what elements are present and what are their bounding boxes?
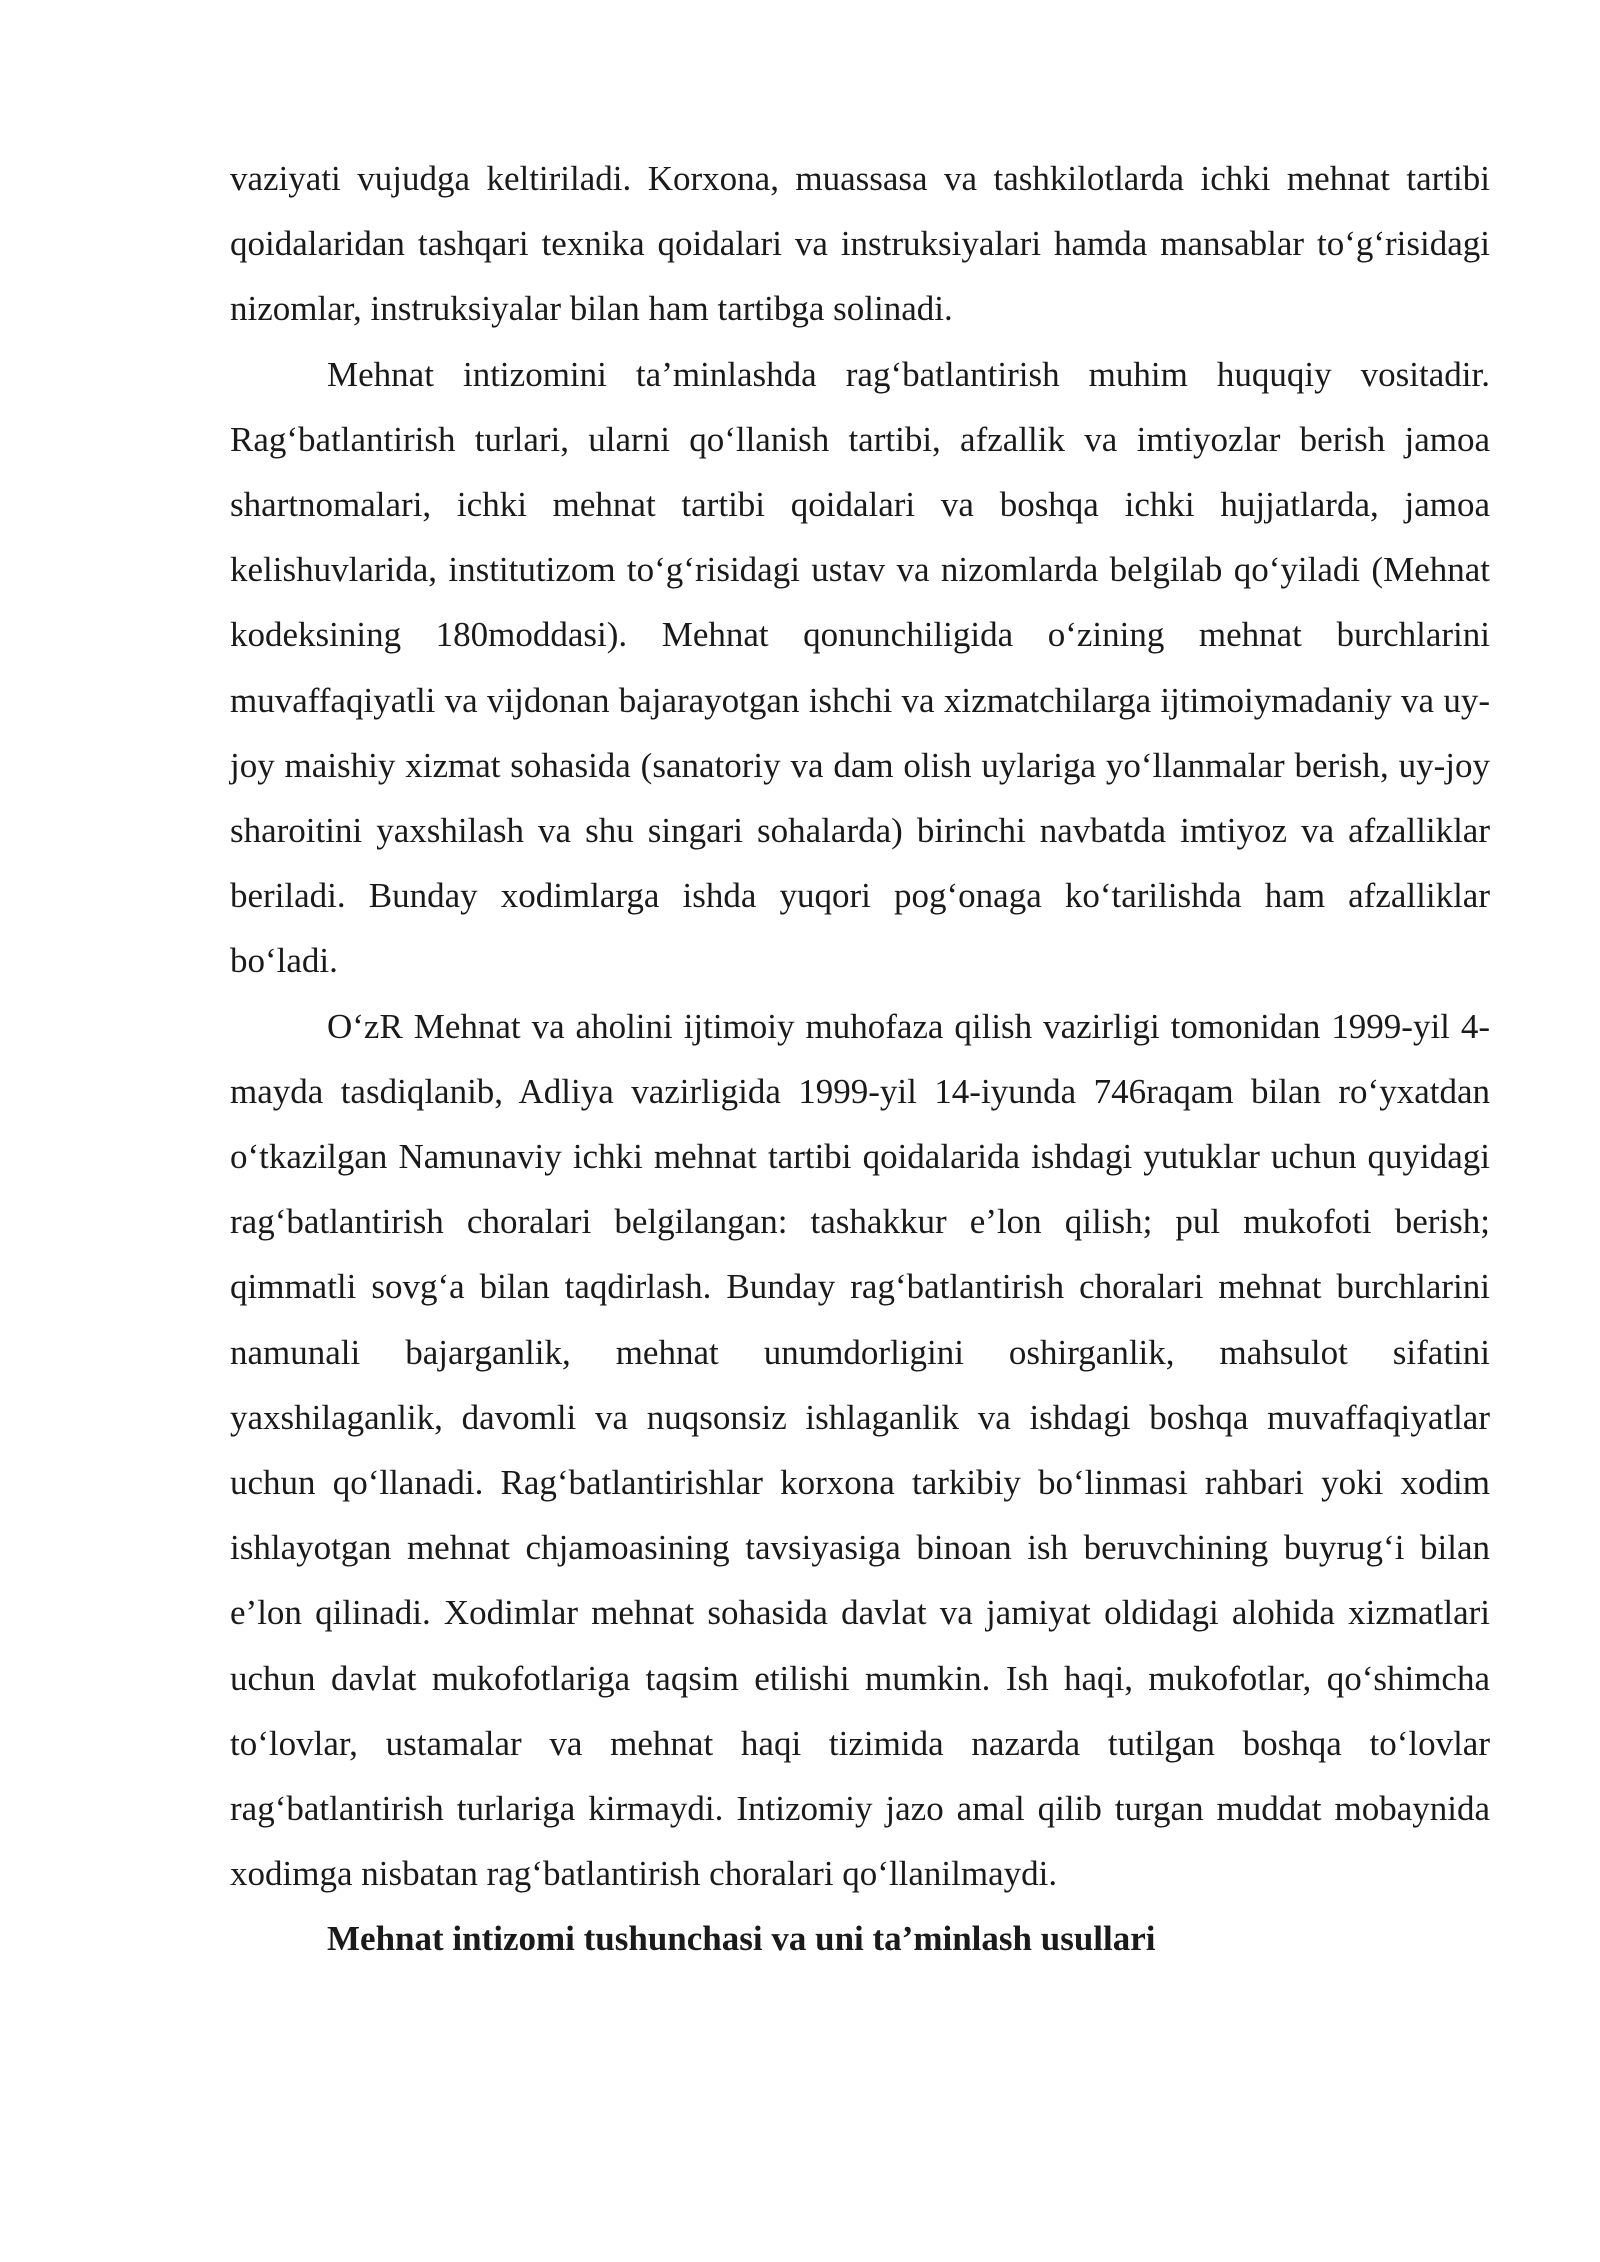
paragraph-incentives: Mehnat intizomini ta’minlashda rag‘batlantirish muhim huquqiy vositadir. Rag‘batlantirish turlari, ularni qo‘llanish tartibi, afzallik va imtiyozlar berish jamoa shartnomalari, ichki mehnat tartibi qoidalari va boshqa ichki hujjatlarda, jamoa kelishuvlarida, institutizom to‘g‘risidagi ustav va nizomlarda belgilab qo‘yiladi (Mehnat kodeksining 180moddasi). Mehnat qonunchiligida o‘zining mehnat burchlarini muvaffaqiyatli va vijdonan bajarayotgan ishchi va xizmatchilarga ijtimoiymadaniy va uy-joy maishiy xizmat sohasida (sanatoriy va dam olish uylariga yo‘llanmalar berish, uy-joy sharoitini yaxshilash va shu singari sohalarda) birinchi navbatda imtiyoz va afzalliklar beriladi. Bunday xodimlarga ishda yuqori pog‘onaga ko‘tarilishda ham afzalliklar bo‘ladi.: [230, 354, 1490, 981]
paragraph-ministry-rules: O‘zR Mehnat va aholini ijtimoiy muhofaza qilish vazirligi tomonidan 1999-yil 4-mayda tasdiqlanib, Adliya vazirligida 1999-yil 14-iyunda 746raqam bilan ro‘yxatdan o‘tkazilgan Namunaviy ichki mehnat tartibi qoidalarida ishdagi yutuklar uchun quyidagi rag‘batlantirish choralari belgilangan: tashakkur e’lon qilish; pul mukofoti berish; qimmatli sovg‘a bilan taqdirlash. Bunday rag‘batlantirish choralari mehnat burchlarini namunali bajarganlik, mehnat unumdorligini oshirganlik, mahsulot sifatini yaxshilaganlik, davomli va nuqsonsiz ishlaganlik va ishdagi boshqa muvaffaqiyatlar uchun qo‘llanadi. Rag‘batlantirishlar korxona tarkibiy bo‘linmasi rahbari yoki xodim ishlayotgan mehnat chjamoasining tavsiyasiga binoan ish beruvchining buyrug‘i bilan e’lon qilinadi. Xodimlar mehnat sohasida davlat va jamiyat oldidagi alohida xizmatlari uchun davlat mukofotlariga taqsim etilishi mumkin. Ish haqi, mukofotlar, qo‘shimcha to‘lovlar, ustamalar va mehnat haqi tizimida nazarda tutilgan boshqa to‘lovlar rag‘batlantirish turlariga kirmaydi. Intizomiy jazo amal qilib turgan muddat mobaynida xodimga nisbatan rag‘batlantirish choralari qo‘llanilmaydi.: [230, 1006, 1490, 1894]
document-page: [230, 146, 1490, 1972]
section-heading: Mehnat intizomi tushunchasi va uni ta’minlash usullari: [327, 1919, 1156, 1959]
paragraph-continuation: vaziyati vujudga keltiriladi. Korxona, muassasa va tashkilotlarda ichki mehnat tartibi qoidalaridan tashqari texnika qoidalari va instruksiyalari hamda mansablar to‘g‘risidagi nizomlar, instruksiyalar bilan ham tartibga solinadi.: [230, 159, 1490, 329]
